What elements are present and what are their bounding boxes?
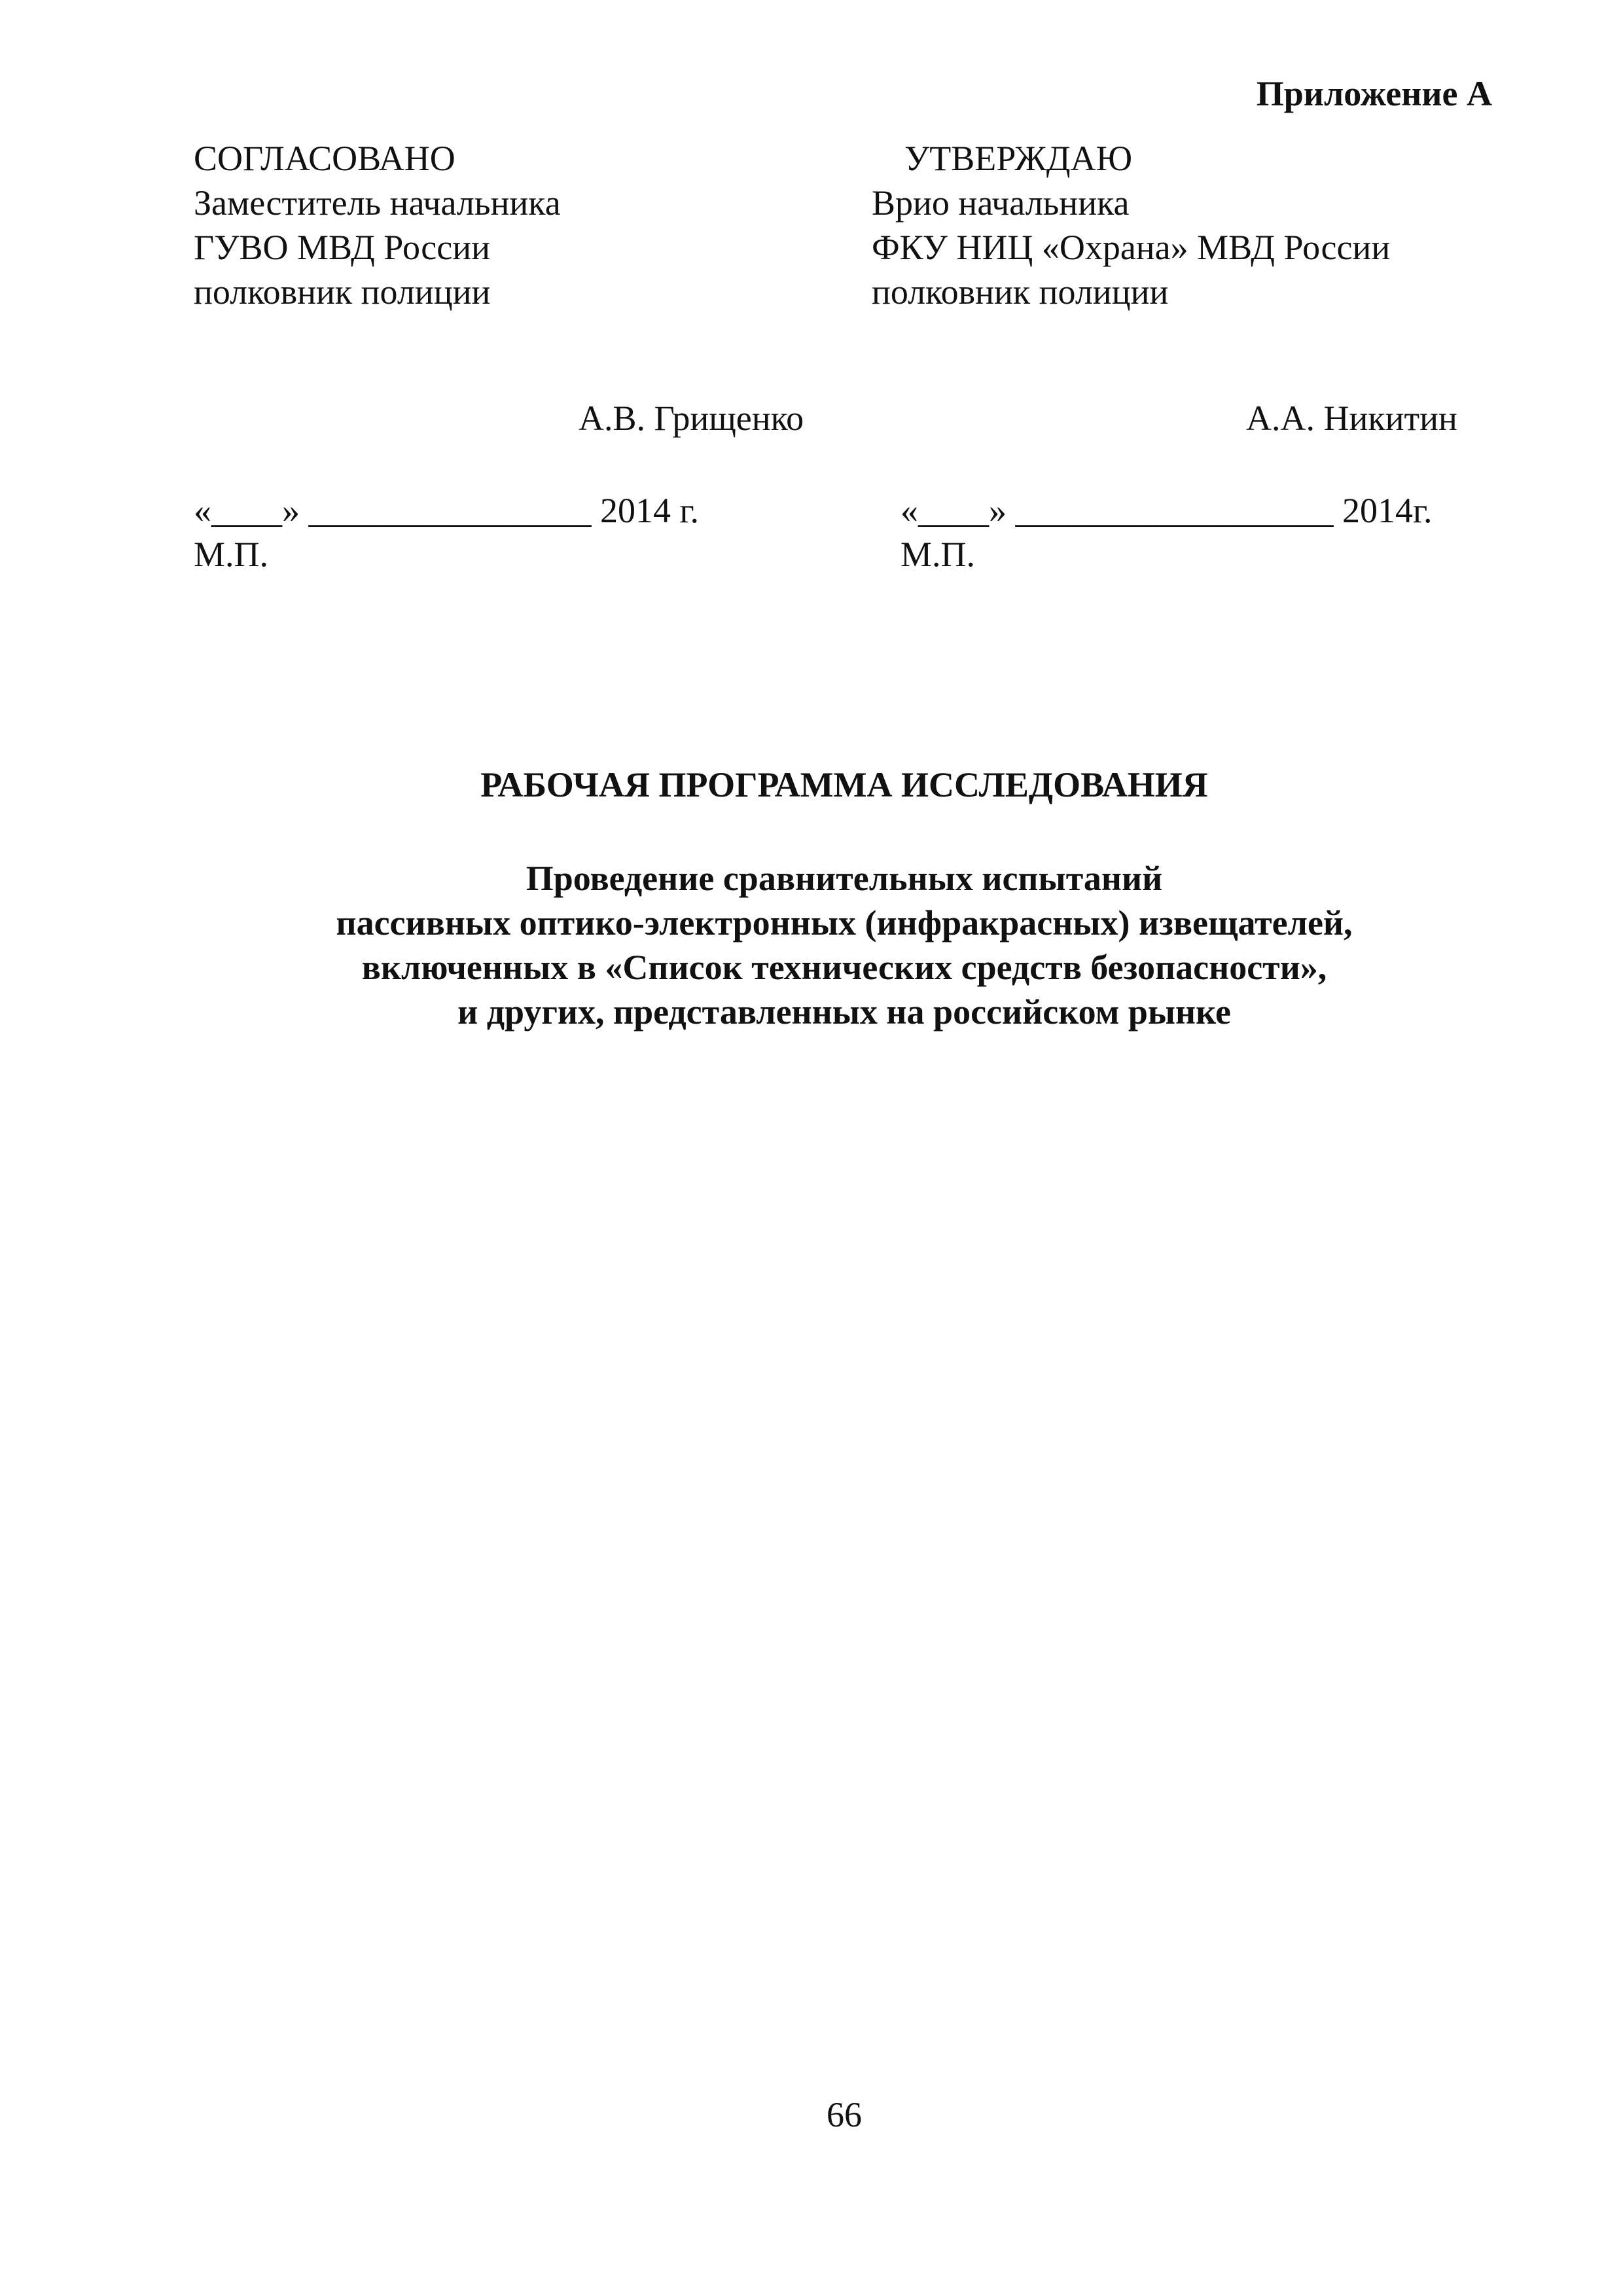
approved-stamp-place: М.П. xyxy=(901,535,976,574)
document-subtitle xyxy=(0,856,1623,1034)
approved-signatory-name: А.А. Никитин xyxy=(1246,399,1457,438)
agreed-stamp-place: М.П. xyxy=(194,535,269,574)
approved-position-line: Врио начальника xyxy=(872,183,1130,223)
agreed-heading: СОГЛАСОВАНО xyxy=(194,139,455,178)
approval-approved-block xyxy=(872,136,1390,314)
agreed-position-line: Заместитель начальника xyxy=(194,183,561,223)
approval-agreed-block xyxy=(194,136,561,314)
agreed-signatory-name: А.В. Грищенко xyxy=(579,399,804,438)
approved-organization-line: ФКУ НИЦ «Охрана» МВД России xyxy=(872,228,1391,267)
approved-date-line: «____» __________________ 2014г. xyxy=(901,491,1433,530)
agreed-date-line: «____» ________________ 2014 г. xyxy=(194,491,700,530)
agreed-rank-line: полковник полиции xyxy=(194,272,491,312)
approved-rank-line: полковник полиции xyxy=(872,272,1169,312)
document-title: РАБОЧАЯ ПРОГРАММА ИССЛЕДОВАНИЯ xyxy=(480,765,1208,804)
subtitle-line: Проведение сравнительных испытаний xyxy=(526,859,1163,898)
subtitle-line: включенных в «Список технических средств безопасности», xyxy=(361,948,1327,987)
agreed-organization-line: ГУВО МВД России xyxy=(194,228,491,267)
page-number: 66 xyxy=(827,2095,862,2134)
approved-heading: УТВЕРЖДАЮ xyxy=(904,139,1133,178)
subtitle-line: пассивных оптико-электронных (инфракрасных) извещателей, xyxy=(336,903,1353,942)
subtitle-line: и других, представленных на российском рынке xyxy=(457,992,1231,1031)
appendix-label: Приложение А xyxy=(1256,74,1492,113)
